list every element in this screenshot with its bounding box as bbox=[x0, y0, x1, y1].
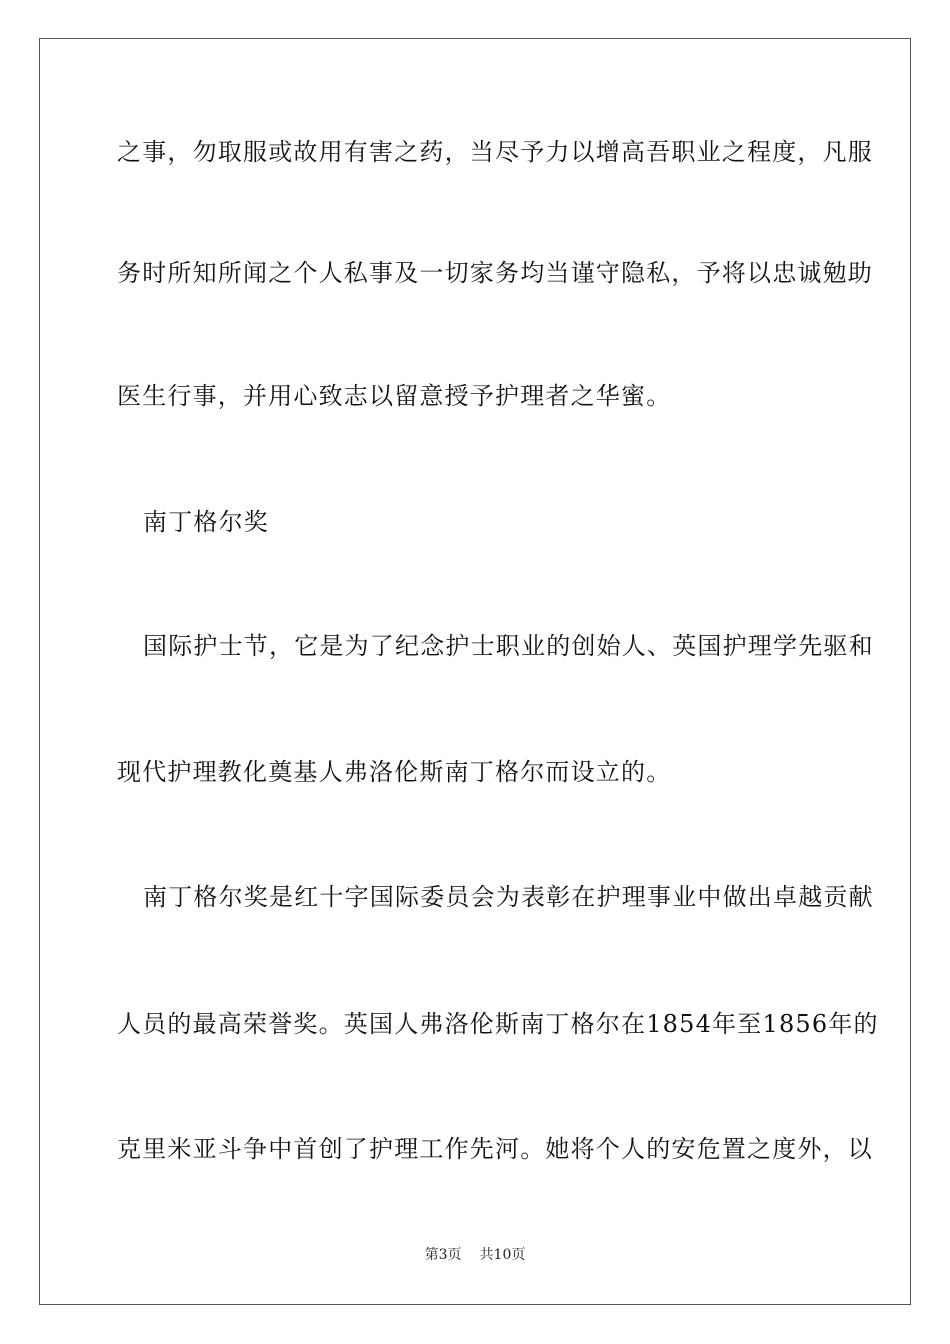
body-line-6: 现代护理教化奠基人弗洛伦斯南丁格尔而设立的。 bbox=[117, 758, 672, 786]
body-line-1: 之事，勿取服或故用有害之药，当尽予力以增高吾职业之程度，凡服 bbox=[117, 138, 873, 166]
body-line-3: 医生行事，并用心致志以留意授予护理者之华蜜。 bbox=[117, 382, 672, 410]
body-line-9: 克里米亚斗争中首创了护理工作先河。她将个人的安危置之度外，以 bbox=[117, 1135, 873, 1163]
page-number: 第3页 bbox=[424, 1247, 462, 1263]
body-line-8: 人员的最高荣誉奖。英国人弗洛伦斯南丁格尔在1854年至1856年的 bbox=[117, 1010, 879, 1038]
page-border bbox=[39, 38, 911, 1305]
page-total: 共10页 bbox=[479, 1247, 526, 1263]
body-line-2: 务时所知所闻之个人私事及一切家务均当谨守隐私，予将以忠诚勉助 bbox=[117, 259, 873, 287]
page-footer bbox=[0, 1246, 950, 1264]
body-line-7: 南丁格尔奖是红十字国际委员会为表彰在护理事业中做出卓越贡献 bbox=[143, 883, 874, 911]
section-heading: 南丁格尔奖 bbox=[143, 508, 269, 536]
body-line-5: 国际护士节，它是为了纪念护士职业的创始人、英国护理学先驱和 bbox=[143, 632, 874, 660]
